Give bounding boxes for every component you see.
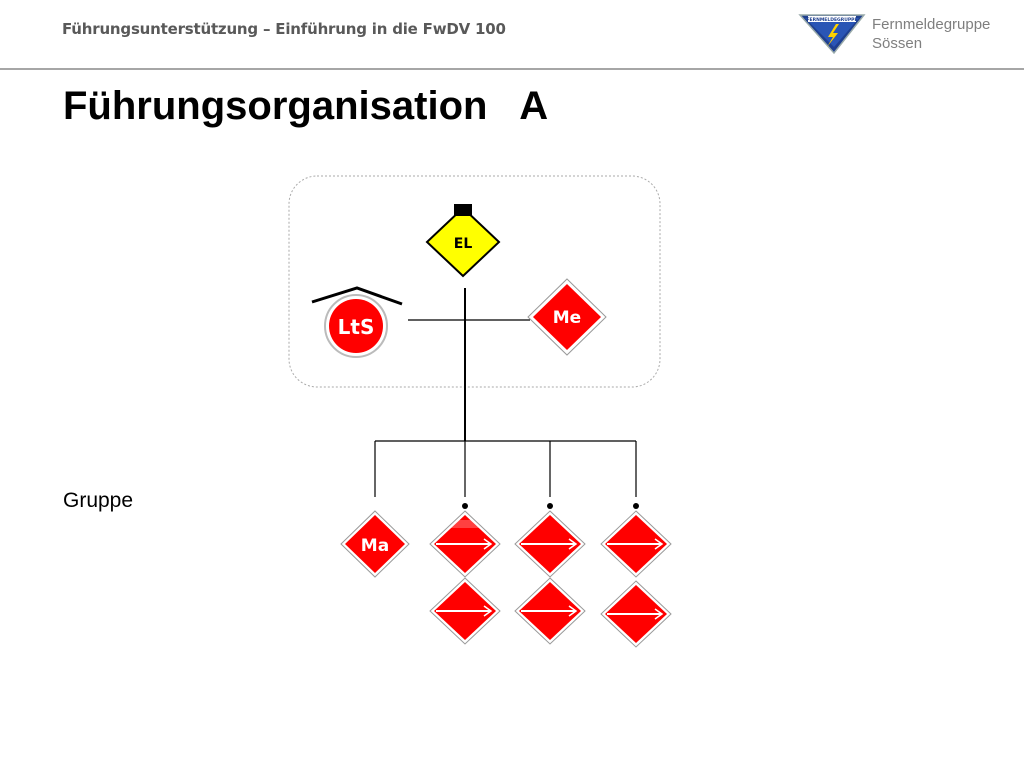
- lts-symbol: [312, 288, 402, 357]
- el-symbol: [427, 204, 499, 276]
- troop-column-1: [430, 503, 500, 644]
- troop-leader-symbol: [430, 511, 500, 577]
- troop-leader-dot: [633, 503, 639, 509]
- organization-name-line1: Fernmeldegruppe: [872, 16, 991, 33]
- page-title: Führungsorganisation A: [63, 84, 549, 128]
- el-top-flag: [454, 204, 472, 216]
- ma-symbol: [341, 511, 409, 577]
- el-label: EL: [453, 236, 473, 252]
- troop-leader-dot: [547, 503, 553, 509]
- troop-member-symbol: [430, 578, 500, 644]
- troop-column-2: [515, 503, 585, 644]
- logo-text: FERNMELDEGRUPPE: [806, 18, 858, 23]
- troop-member-symbol: [515, 578, 585, 644]
- troop-column-3: [601, 503, 671, 647]
- troop-member-symbol: [601, 581, 671, 647]
- troop-leader-dot: [462, 503, 468, 509]
- header-title: Führungsunterstützung – Einführung in die FwDV 100: [62, 20, 506, 38]
- lts-label: LtS: [337, 315, 375, 339]
- group-label: Gruppe: [63, 489, 134, 512]
- organization-name-line2: Sössen: [872, 35, 923, 52]
- me-symbol: [528, 279, 606, 355]
- troop-leader-symbol: [515, 511, 585, 577]
- ma-label: Ma: [360, 536, 390, 556]
- troop-leader-symbol: [601, 511, 671, 577]
- me-label: Me: [552, 308, 582, 328]
